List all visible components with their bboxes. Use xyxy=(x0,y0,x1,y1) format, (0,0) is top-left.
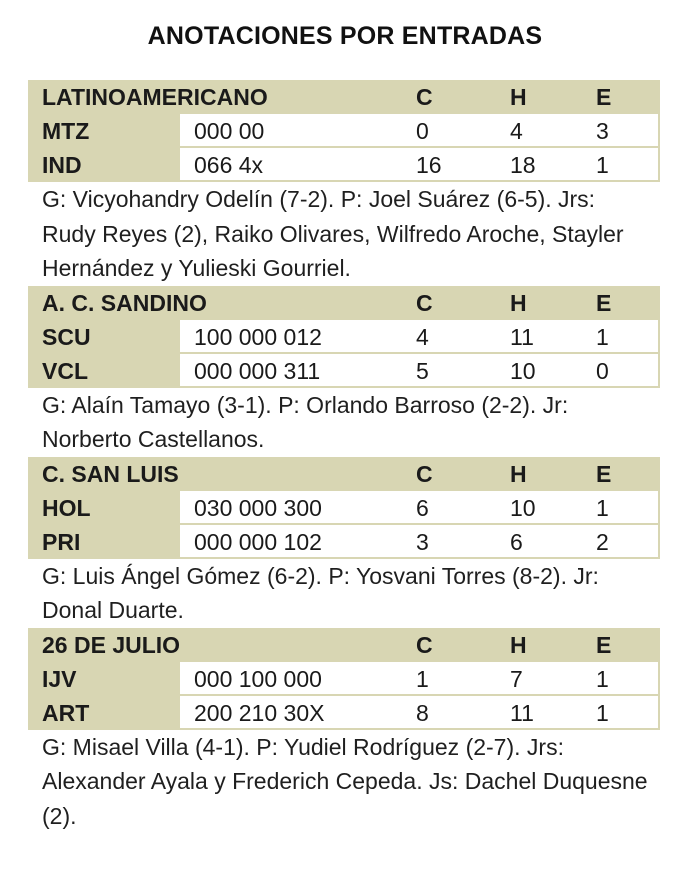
scoreboard xyxy=(28,80,660,833)
errors-value: 0 xyxy=(596,357,609,384)
game-notes: G: Luis Ángel Gómez (6-2). P: Yosvani Torres (8-2). Jr: Donal Duarte. xyxy=(42,562,599,623)
runs-value: 6 xyxy=(416,494,429,521)
runs-value: 16 xyxy=(416,152,442,178)
inning-line: 000 00 xyxy=(194,118,265,144)
hits-value: 4 xyxy=(510,118,523,144)
league-name: A. C. SANDINO xyxy=(42,289,207,316)
hits-value: 10 xyxy=(510,357,536,384)
hits-value: 11 xyxy=(510,699,534,726)
hits-column-header: H xyxy=(510,460,527,487)
game-notes: G: Vicyohandry Odelín (7-2). P: Joel Suárez (6-5). Jrs: Rudy Reyes (2), Raiko Olivares, Wilfredo Aroche, Stayler Hernández y Yulieski Gourriel. xyxy=(42,186,624,281)
runs-value: 5 xyxy=(416,357,429,384)
table-row xyxy=(28,491,660,525)
league-name: 26 DE JULIO xyxy=(42,631,181,658)
inning-line: 000 100 000 xyxy=(194,665,322,692)
runs-column-header: C xyxy=(416,631,433,658)
runs-value: 4 xyxy=(416,323,429,350)
table-row xyxy=(28,148,660,182)
hits-value: 7 xyxy=(510,665,523,692)
errors-value: 1 xyxy=(596,323,609,350)
errors-column-header: E xyxy=(596,631,612,658)
inning-line: 030 000 300 xyxy=(194,494,322,521)
runs-value: 0 xyxy=(416,118,429,144)
team-abbrev: MTZ xyxy=(42,118,90,144)
runs-column-header: C xyxy=(416,460,433,487)
table-row xyxy=(28,320,660,354)
table-row xyxy=(28,662,660,696)
team-abbrev: IND xyxy=(42,152,82,178)
hits-value: 11 xyxy=(510,323,534,350)
team-abbrev: HOL xyxy=(42,494,91,521)
page-title: ANOTACIONES POR ENTRADAS xyxy=(147,22,543,50)
league-header xyxy=(28,80,660,114)
errors-value: 1 xyxy=(596,699,609,726)
team-abbrev: SCU xyxy=(42,323,91,350)
game-block xyxy=(28,286,660,457)
table-row xyxy=(28,525,660,559)
league-header xyxy=(28,628,660,662)
errors-value: 2 xyxy=(596,528,609,555)
errors-value: 1 xyxy=(596,152,609,178)
runs-column-header: C xyxy=(416,289,433,316)
table-row xyxy=(28,354,660,388)
hits-value: 10 xyxy=(510,494,536,521)
game-notes: G: Alaín Tamayo (3-1). P: Orlando Barroso (2-2). Jr: Norberto Castellanos. xyxy=(42,391,569,452)
errors-value: 1 xyxy=(596,494,609,521)
team-abbrev: PRI xyxy=(42,528,81,555)
inning-line: 000 000 102 xyxy=(194,528,322,555)
hits-value: 6 xyxy=(510,528,523,555)
hits-column-header: H xyxy=(510,289,527,316)
team-abbrev: IJV xyxy=(42,665,77,692)
league-header xyxy=(28,457,660,491)
inning-line: 066 4x xyxy=(194,152,264,178)
league-name: LATINOAMERICANO xyxy=(42,84,268,110)
runs-value: 1 xyxy=(416,665,429,692)
game-block xyxy=(28,457,660,628)
hits-value: 18 xyxy=(510,152,536,178)
errors-column-header: E xyxy=(596,84,612,110)
hits-column-header: H xyxy=(510,631,527,658)
game-notes: G: Misael Villa (4-1). P: Yudiel Rodríguez (2-7). Jrs: Alexander Ayala y Frederich Cepeda. Js: Dachel Duquesne (2). xyxy=(42,733,648,829)
game-block xyxy=(28,80,660,286)
team-abbrev: VCL xyxy=(42,357,88,384)
errors-value: 1 xyxy=(596,665,609,692)
game-block xyxy=(28,628,660,834)
runs-value: 8 xyxy=(416,699,429,726)
team-abbrev: ART xyxy=(42,699,90,726)
inning-line: 100 000 012 xyxy=(194,323,322,350)
inning-line: 000 000 311 xyxy=(194,357,321,384)
runs-column-header: C xyxy=(416,84,433,110)
league-name: C. SAN LUIS xyxy=(42,460,179,487)
hits-column-header: H xyxy=(510,84,527,110)
inning-line: 200 210 30X xyxy=(194,699,325,726)
league-header xyxy=(28,286,660,320)
table-row xyxy=(28,696,660,730)
table-row xyxy=(28,114,660,148)
runs-value: 3 xyxy=(416,528,429,555)
errors-value: 3 xyxy=(596,118,609,144)
errors-column-header: E xyxy=(596,289,612,316)
errors-column-header: E xyxy=(596,460,612,487)
